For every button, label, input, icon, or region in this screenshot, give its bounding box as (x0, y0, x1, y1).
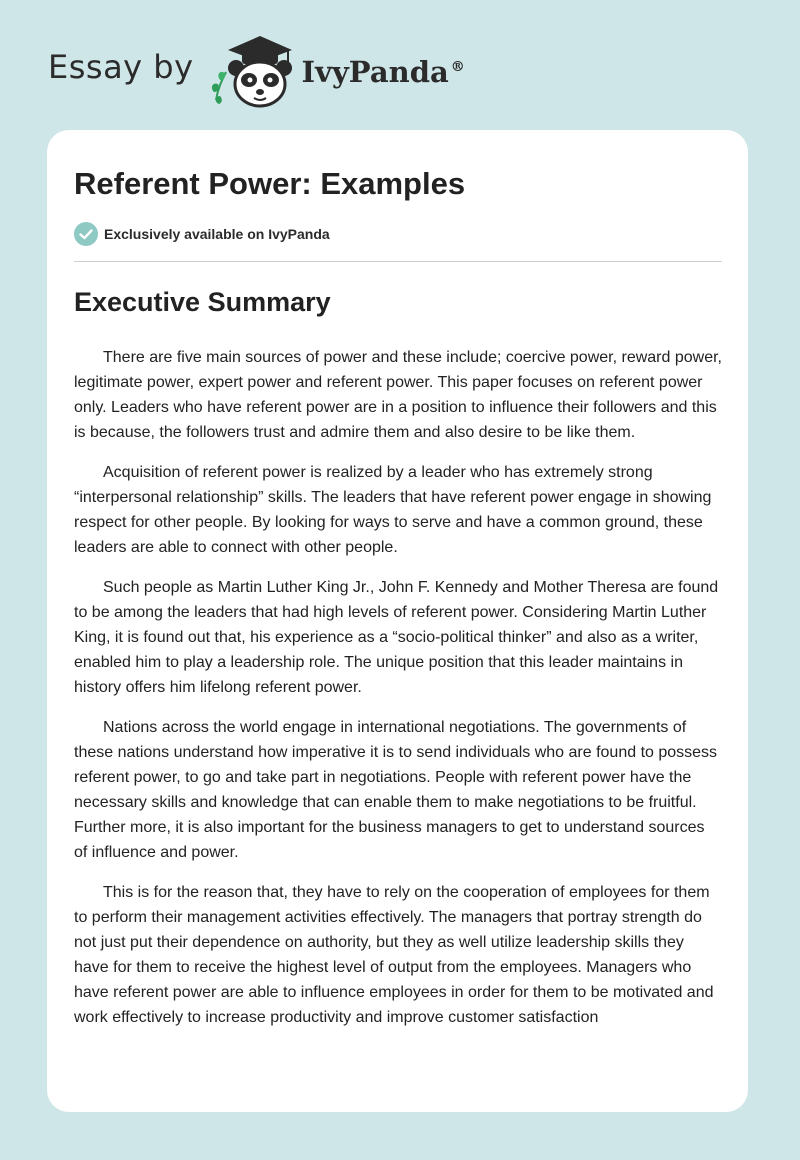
brand-name-text: IvyPanda (301, 55, 449, 89)
essay-by-label: Essay by (48, 48, 194, 86)
check-circle-icon (74, 222, 98, 246)
exclusive-badge-label: Exclusively available on IvyPanda (104, 226, 330, 242)
brand-name (302, 55, 465, 89)
section-heading: Executive Summary (74, 287, 331, 317)
registered-mark: ® (450, 59, 465, 76)
paragraph: Acquisition of referent power is realized by a leader who has extremely strong “interpersonal relationship” skills. The leaders that have referent power engage in showing respect for other people. By looking for ways to serve and have a common ground, these leaders are able to connect with other people. (74, 464, 712, 556)
essay-body (74, 345, 722, 1030)
essay-card (47, 130, 748, 1112)
page-title: Referent Power: Examples (74, 166, 466, 201)
exclusive-badge (74, 222, 722, 246)
brand-header[interactable] (48, 30, 465, 110)
paragraph: There are five main sources of power and these include; coercive power, reward power, legitimate power, expert power and referent power. This paper focuses on referent power only. Leaders who have referent power are in a position to influence their followers and this is because, the followers trust and admire them and also desire to be like them. (74, 349, 722, 441)
paragraph: Such people as Martin Luther King Jr., John F. Kennedy and Mother Theresa are found to be among the leaders that had high levels of referent power. Considering Martin Luther King, it is found out that, his experience as a “socio-political thinker” and also as a writer, enabled him to play a leadership role. The unique position that this leader maintains in history offers him lifelong referent power. (74, 579, 719, 696)
divider (74, 261, 722, 262)
paragraph: This is for the reason that, they have to rely on the cooperation of employees for them to perform their management activities effectively. The managers that portray strength do not just put their dependence on authority, but they as well utilize leadership skills they have for them to receive the highest level of output from the employees. Managers who have referent power are able to influence employees in order for them to be motivated and work effectively to increase productivity and improve customer satisfaction (74, 884, 714, 1026)
panda-graduate-icon (208, 30, 300, 110)
paragraph: Nations across the world engage in international negotiations. The governments of these nations understand how imperative it is to send individuals who are found to possess referent power, to go and take part in negotiations. People with referent power have the necessary skills and knowledge that can enable them to make negotiations to be fruitful. Further more, it is also important for the business managers to get to understand sources of influence and power. (74, 719, 718, 861)
